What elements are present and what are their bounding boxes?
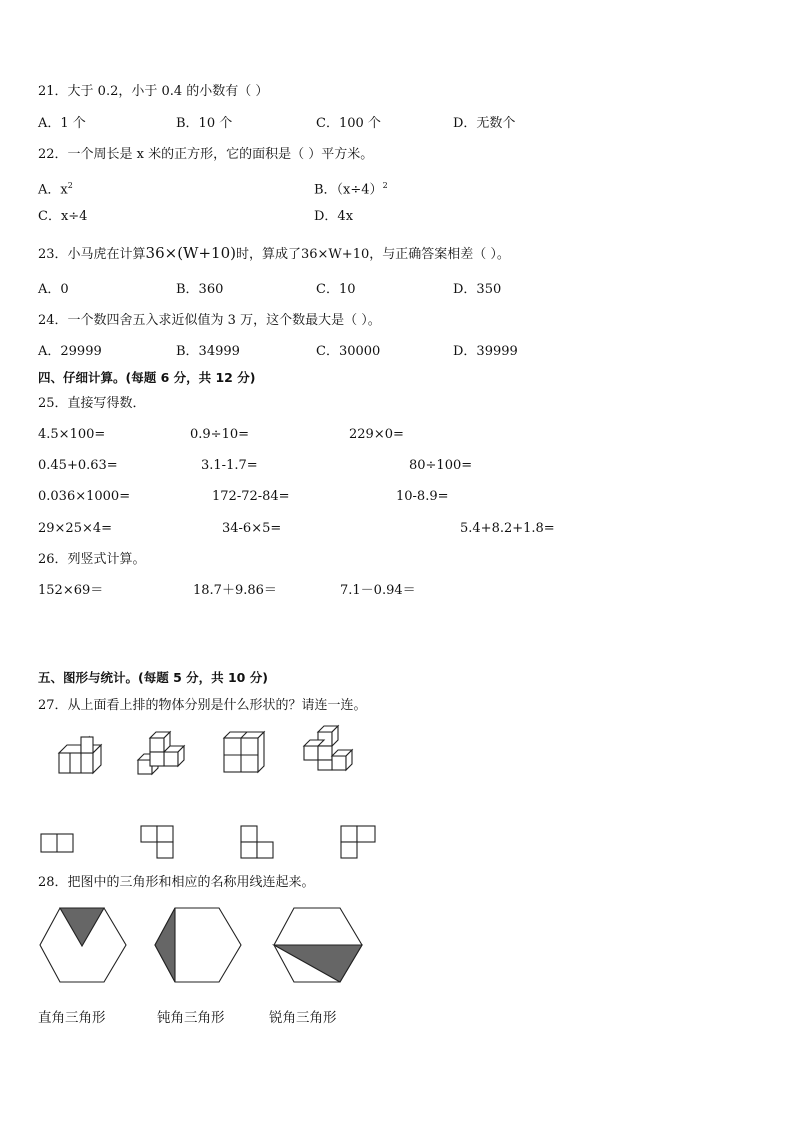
q25-stem: 25．直接写得数． bbox=[38, 396, 146, 411]
q25-r2-c3: 80÷100= bbox=[409, 458, 473, 473]
q25-r4-c2: 34-6×5= bbox=[222, 521, 282, 536]
q22-option-a[interactable] bbox=[38, 178, 73, 198]
q23-option-d[interactable]: D．350 bbox=[453, 282, 502, 297]
q21-option-c[interactable]: C．100 个 bbox=[316, 116, 381, 131]
q24-option-a[interactable]: A．29999 bbox=[38, 344, 102, 359]
top-view-3 bbox=[240, 825, 276, 861]
q25-r1-c2: 0.9÷10= bbox=[190, 427, 250, 442]
label-acute-triangle[interactable]: 锐角三角形 bbox=[269, 1010, 337, 1026]
q26-item-3: 7.1－0.94＝ bbox=[340, 583, 416, 598]
q23-expr1: 36×(W+10) bbox=[145, 244, 236, 262]
q25-r4-c3: 5.4+8.2+1.8= bbox=[460, 521, 555, 536]
q21-stem: 21．大于 0.2，小于 0.4 的小数有（ ） bbox=[38, 84, 269, 99]
q24-option-b[interactable]: B．34999 bbox=[176, 344, 240, 359]
q24-option-c[interactable]: C．30000 bbox=[316, 344, 381, 359]
block-figure-3 bbox=[222, 730, 270, 776]
q23-expr2: 36×W+10 bbox=[301, 247, 370, 262]
q25-r1-c3: 229×0= bbox=[349, 427, 404, 442]
q25-r3-c2: 172-72-84= bbox=[212, 489, 290, 504]
q21-option-a[interactable]: A．1 个 bbox=[38, 116, 86, 131]
section5-title: 五、图形与统计。(每题 5 分，共 10 分) bbox=[38, 670, 268, 685]
q27-stem: 27．从上面看上排的物体分别是什么形状的？请连一连。 bbox=[38, 698, 367, 713]
q23-stem-c: ，与正确答案相差（ ）。 bbox=[369, 247, 510, 262]
q24-option-d[interactable]: D．39999 bbox=[453, 344, 518, 359]
q26-stem: 26．列竖式计算。 bbox=[38, 552, 146, 567]
hexagon-acute-triangle bbox=[272, 906, 364, 984]
q25-r3-c1: 0.036×1000= bbox=[38, 489, 131, 504]
block-figure-4 bbox=[300, 724, 356, 776]
q23-stem bbox=[38, 245, 510, 263]
q25-r2-c1: 0.45+0.63= bbox=[38, 458, 118, 473]
q22-option-d[interactable]: D．4x bbox=[314, 209, 354, 224]
block-figure-2 bbox=[136, 730, 188, 780]
q25-r1-c1: 4.5×100= bbox=[38, 427, 106, 442]
top-view-4 bbox=[340, 825, 378, 861]
q22-stem: 22．一个周长是 x 米的正方形，它的面积是（ ）平方米。 bbox=[38, 147, 374, 162]
q25-r3-c3: 10-8.9= bbox=[396, 489, 449, 504]
hexagon-obtuse-triangle bbox=[153, 906, 243, 984]
q23-option-b[interactable]: B．360 bbox=[176, 282, 224, 297]
q25-r4-c1: 29×25×4= bbox=[38, 521, 113, 536]
q23-option-a[interactable]: A．0 bbox=[38, 282, 69, 297]
block-figure-1 bbox=[56, 735, 106, 777]
q28-stem: 28．把图中的三角形和相应的名称用线连起来。 bbox=[38, 875, 315, 890]
q22-option-c[interactable]: C．x÷4 bbox=[38, 209, 88, 224]
q22-option-a-text: A．x bbox=[38, 182, 68, 198]
q24-stem: 24．一个数四舍五入求近似值为 3 万，这个数最大是（ ）。 bbox=[38, 313, 381, 328]
section4-title: 四、仔细计算。(每题 6 分，共 12 分) bbox=[38, 370, 256, 385]
q23-stem-b: 时，算成了 bbox=[235, 247, 301, 262]
q26-item-1: 152×69＝ bbox=[38, 583, 104, 598]
q26-item-2: 18.7＋9.86＝ bbox=[193, 583, 277, 598]
label-obtuse-triangle[interactable]: 钝角三角形 bbox=[157, 1010, 225, 1026]
q21-option-d[interactable]: D．无数个 bbox=[453, 116, 516, 131]
q21-option-b[interactable]: B．10 个 bbox=[176, 116, 233, 131]
q23-option-c[interactable]: C．10 bbox=[316, 282, 356, 297]
q22-option-b[interactable] bbox=[314, 178, 388, 198]
label-right-triangle[interactable]: 直角三角形 bbox=[38, 1010, 106, 1026]
q22-option-a-exp: 2 bbox=[67, 181, 73, 190]
top-view-2 bbox=[140, 825, 176, 861]
q23-stem-a: 23．小马虎在计算 bbox=[38, 247, 146, 262]
q25-r2-c2: 3.1-1.7= bbox=[201, 458, 258, 473]
q22-option-b-text: B．（x÷4） bbox=[314, 182, 383, 198]
top-view-1 bbox=[40, 833, 76, 855]
q22-option-b-exp: 2 bbox=[382, 181, 388, 190]
hexagon-right-triangle bbox=[38, 906, 128, 984]
